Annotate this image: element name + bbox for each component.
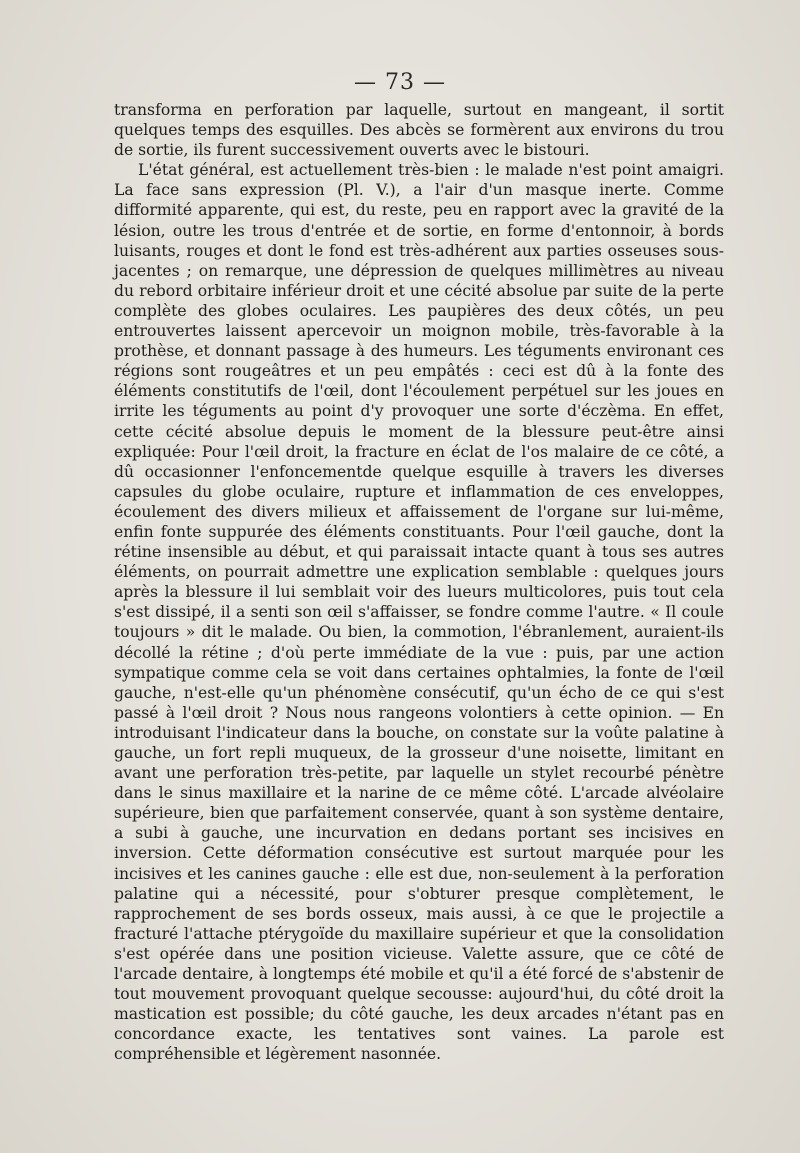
page-number: — 73 — — [354, 70, 446, 95]
body-text — [114, 100, 724, 1065]
paragraph-1: transforma en perforation par laquelle, surtout en mangeant, il sortit quelques temps des esquilles. Des abcès se formèrent aux environs du trou de sortie, ils furent successivement ouverts avec le bistouri. — [114, 101, 724, 160]
paragraph-2: L'état général, est actuellement très-bien : le malade n'est point amaigri. La face sans expression (Pl. V.), a l'air d'un masque inerte. Comme difformité apparente, qui est, du reste, peu en rapport avec la gravité de la lésion, outre les trous d'entrée et de sortie, en forme d'entonnoir, à bords luisants, rouges et dont le fond est très-adhérent aux parties osseuses sous-jacentes ; on remarque, une dépression de quelques millimètres au niveau du rebord orbitaire inférieur droit et une cécité absolue par suite de la perte complète des globes oculaires. Les paupières des deux côtés, un peu entrouvertes laissent apercevoir un moignon mobile, très-favorable à la prothèse, et donnant passage à des humeurs. Les téguments environant ces régions sont rougeâtres et un peu empâtés : ceci est dû à la fonte des éléments constitutifs de l'œil, dont l'écoulement perpétuel sur les joues en irrite les téguments au point d'y provoquer une sorte d'éczèma. En effet, cette cécité absolue depuis le moment de la blessure peut-être ainsi expliquée: Pour l'œil droit, la fracture en éclat de l'os malaire de ce côté, a dû occasionner l'enfoncementde quelque esquille à travers les diverses capsules du globe oculaire, rupture et inflammation de ces enveloppes, écoulement des divers milieux et affaissement de l'organe sur lui-même, enfin fonte suppurée des éléments constituants. Pour l'œil gauche, dont la rétine insensible au début, et qui paraissait intacte quant à tous ses autres éléments, on pourrait admettre une explication semblable : quelques jours après la blessure il lui semblait voir des lueurs multicolores, puis tout cela s'est dissipé, il a senti son œil s'affaisser, se fondre comme l'autre. « Il coule toujours » dit le malade. Ou bien, la commotion, l'ébranlement, auraient-ils décollé la rétine ; d'où perte immédiate de la vue : puis, par une action sympatique comme cela se voit dans certaines ophtalmies, la fonte de l'œil gauche, n'est-elle qu'un phénomène consécutif, qu'un écho de ce qui s'est passé à l'œil droit ? Nous nous rangeons volontiers à cette opinion. — En introduisant l'indicateur dans la bouche, on constate sur la voûte palatine à gauche, un fort repli muqueux, de la grosseur d'une noisette, limitant en avant une perforation très-petite, par laquelle un stylet recourbé pénètre dans le sinus maxillaire et la narine de ce même côté. L'arcade alvéolaire supérieure, bien que parfaitement conservée, quant à son système dentaire, a subi à gauche, une incurvation en dedans portant ses incisives en inversion. Cette déformation consécutive est surtout marquée pour les incisives et les canines gauche : elle est due, non-seulement à la perforation palatine qui a nécessité, pour s'obturer presque complètement, le rapprochement de ses bords osseux, mais aussi, à ce que le projectile a fracturé l'attache ptérygoïde du maxillaire supérieur et que la consolidation s'est opérée dans une position vicieuse. Valette assure, que ce côté de l'arcade dentaire, à longtemps été mobile et qu'il a été forcé de s'abstenir de tout mouvement provoquant quelque secousse: aujourd'hui, du côté droit la mastication est possible; du côté gauche, les deux arcades n'étant pas en concordance exacte, les tentatives sont vaines. La parole est compréhensible et légèrement nasonnée. — [114, 161, 724, 1064]
